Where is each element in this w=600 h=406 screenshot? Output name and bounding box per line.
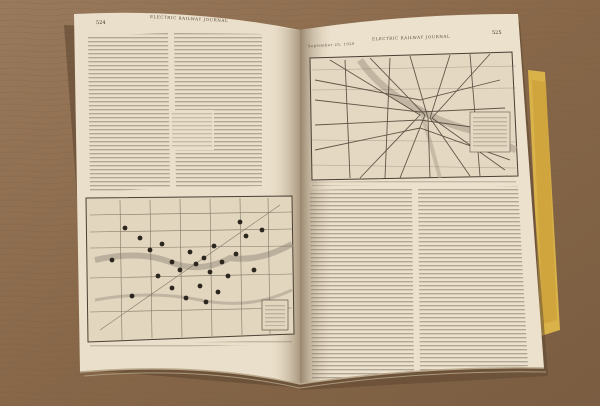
right-running-head: ELECTRIC RAILWAY JOURNAL bbox=[371, 33, 451, 42]
left-running-head: ELECTRIC RAILWAY JOURNAL bbox=[149, 13, 229, 24]
right-page-map bbox=[310, 52, 518, 180]
right-date-line: September 25, 1920 bbox=[307, 41, 356, 49]
left-page-number: 524 bbox=[95, 19, 106, 27]
left-page-map bbox=[86, 196, 294, 342]
right-page-number: 525 bbox=[492, 30, 502, 36]
